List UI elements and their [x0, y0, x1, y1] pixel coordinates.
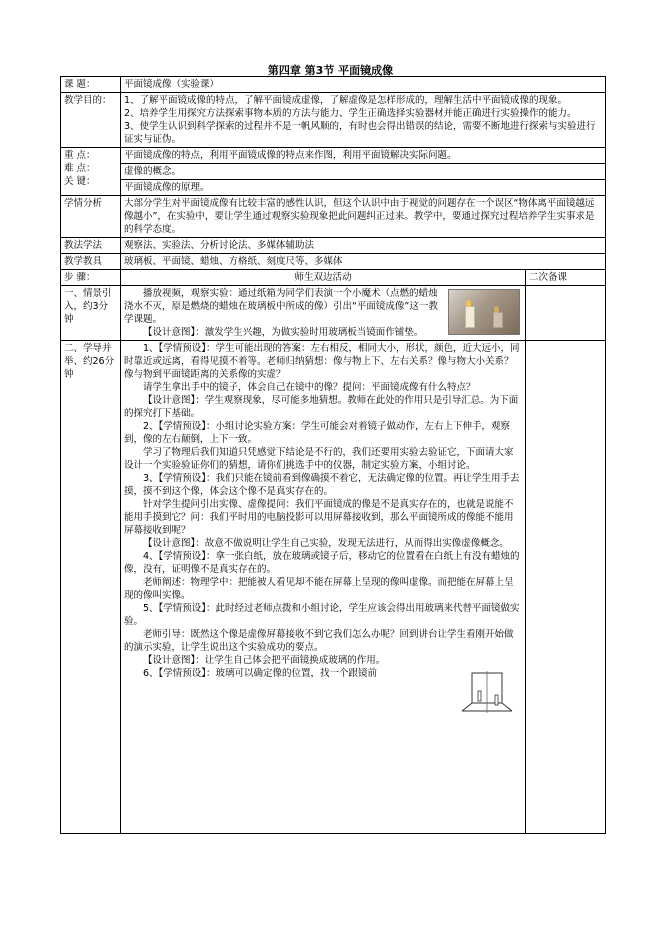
glass-plate-diagram	[458, 669, 516, 719]
goal-item-3: 3、使学生认识到科学探索的过程并不是一帆风顺的，有时也会得出错误的结论，需要不断地进行探索与实验进行证实与证伪。	[124, 121, 596, 145]
step1-content	[121, 286, 526, 341]
step2-para-11: 5、【学情预设】：此时经过老师点拨和小组讨论，学生应该会得出用玻璃来代替平面镜做实验。	[124, 603, 520, 627]
goal-item-1: 1、了解平面镜成像的特点，了解平面镜成虚像，了解虚像是怎样形成的，理解生活中平面镜成像的现象。	[124, 95, 568, 106]
lesson-plan-table	[60, 76, 606, 834]
step2-para-5: 学习了物理后我们知道只凭感觉下结论是不行的，我们还要用实验去验证它，下面请大家设计一个实验验证你们的猜想，请你们挑选手中的仪器，制定实验方案，小组讨论。	[124, 447, 514, 471]
key-labels	[61, 148, 121, 196]
topic-value: 平面镜成像（实验课）	[121, 77, 606, 93]
row-key	[61, 148, 606, 196]
row-step2	[61, 341, 606, 834]
goals-label: 教学目的：	[61, 93, 121, 148]
row-tools	[61, 254, 606, 270]
analysis-label: 学情分析	[61, 196, 121, 238]
step2-label: 二、学导并举、约26分钟	[61, 341, 121, 834]
step2-para-12: 老师引导：既然这个像是虚像屏幕接收不到它我们怎么办呢？回到讲台让学生看刚开始做的演示实验，让学生说出这个实验成功的要点。	[124, 629, 514, 653]
key-label-3: 关 键：	[64, 176, 96, 187]
row-goals	[61, 93, 606, 148]
step1-label: 一、情景引入，约3分钟	[61, 286, 121, 341]
methods-label: 教法学法	[61, 238, 121, 254]
difficult-point: 虚像的概念。	[121, 164, 605, 180]
step2-para-7: 针对学生提问引出实像、虚像提问：我们平面镜成的像是不是真实存在的，也就是说能不能用手摸到它？问：我们平时用的电脑投影可以用屏幕接收到，那么平面镜所成的像能不能用屏幕接收到呢？	[124, 499, 514, 536]
step2-para-6: 3、【学情预设】：我们只能在镜前看到像确摸不着它，无法确定像的位置。再让学生用手去摸，摸不到这个像，体会这个像不是真实存在的。	[124, 473, 520, 497]
step2-content	[121, 341, 526, 834]
methods-value: 观察法、实验法、分析讨论法、多媒体辅助法	[121, 238, 606, 254]
step2-para-3: 【设计意图】：学生观察现象，尽可能多地猜想。教师在此处的作用只是引导汇总。为下面的探究打下基础。	[124, 395, 519, 419]
step2-para-14: 6、【学情预设】：玻璃可以确定像的位置，找一个跟镜前	[143, 668, 378, 679]
step2-para-9: 4、【学情预设】：拿一张白纸，放在玻璃或镜子后，移动它的位置看在白纸上有没有蜡烛的像，没有，证明像不是真实存在的。	[124, 551, 520, 575]
step1-second-prep	[526, 286, 606, 341]
row-analysis	[61, 196, 606, 238]
tools-value: 玻璃板、平面镜、蜡烛、方格纸、刻度尺等、多媒体	[121, 254, 606, 270]
step2-para-10: 老师阐述：物理学中：把能被人看见却不能在屏幕上呈现的像叫虚像。而把能在屏幕上呈现的像叫实像。	[124, 577, 514, 601]
second-prep-header: 二次备课	[526, 270, 606, 286]
step2-second-prep	[526, 341, 606, 834]
step2-para-1: 1、【学情预设】：学生可能出现的答案：左右相反，相同大小，形状，颜色，近大远小，同时靠近或远离，看得见摸不着等。老师归纳猜想：像与物上下、左右关系？像与物大小关系？像与物到平面镜距离的关系像的实虚？	[124, 343, 520, 380]
key-values	[121, 148, 606, 196]
step2-para-2: 请学生拿出手中的镜子，体会自己在镜中的像？提问：平面镜成像有什么特点？	[143, 382, 476, 393]
step2-para-4: 2、【学情预设】：小组讨论实验方案：学生可能会对着镜子做动作，左右上下伸手，观察到，像的左右颠倒，上下一致。	[124, 421, 511, 445]
key-label-2: 难 点：	[64, 163, 96, 174]
goals-value	[121, 93, 606, 148]
analysis-value: 大部分学生对平面镜成像有比较丰富的感性认识，但这个认识中由于视觉的问题存在一个误区“物体离平面镜越远像越小”，在实验中，要让学生通过观察实验现象把此问题纠正过来。教学中，要通过探究过程培养学生实事求是的科学态度。	[121, 196, 606, 238]
row-step1	[61, 286, 606, 341]
critical-point: 平面镜成像的原理。	[124, 182, 210, 193]
tools-label: 教学教具	[61, 254, 121, 270]
activity-header: 师生双边活动	[121, 270, 526, 286]
row-methods	[61, 238, 606, 254]
step1-para-1: 播放视频，观察实验：通过纸箱为同学们表演一个小魔术（点燃的蜡烛浇水不灭，原是燃烧的蜡烛在玻璃板中所成的像）引出“平面镜成像”这一教学课题。	[124, 288, 438, 325]
key-point: 平面镜成像的特点，利用平面镜成像的特点来作图，利用平面镜解决实际问题。	[121, 148, 605, 164]
goal-item-2: 2、培养学生用探究方法探索事物本质的方法与能力、学生正确选择实验器材并能正确进行实验操作的能力。	[124, 108, 577, 119]
page-title: 第四章 第3节 平面镜成像	[267, 64, 394, 77]
step2-para-8: 【设计意图】：故意不做说明让学生自己实验，发现无法进行，从而得出实像虚像概念。	[143, 538, 509, 549]
candle-photo	[448, 289, 520, 335]
topic-label: 课 题：	[61, 77, 121, 93]
key-label-1: 重 点：	[64, 150, 96, 161]
step1-para-2: 【设计意图】：激发学生兴趣，为做实验时用玻璃板当镜面作铺垫。	[143, 327, 424, 338]
row-steps-header	[61, 270, 606, 286]
steps-label: 步 骤：	[61, 270, 121, 286]
step2-para-13: 【设计意图】：让学生自己体会把平面镜换成玻璃的作用。	[143, 655, 386, 666]
row-topic	[61, 77, 606, 93]
